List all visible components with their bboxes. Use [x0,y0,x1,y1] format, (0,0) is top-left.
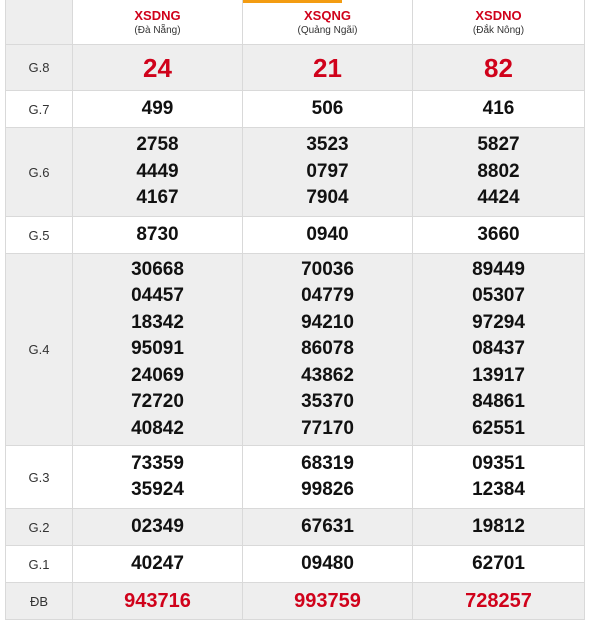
prize-number: 95091 [131,338,184,360]
prize-number: 89449 [472,258,525,280]
prize-row-g4 [6,254,585,446]
prize-number: 12384 [472,479,525,500]
prize-number: 13917 [472,364,525,386]
prize-cell [413,583,585,620]
prize-number: 24069 [131,364,184,386]
prize-cell [413,217,585,254]
prize-cell [243,509,413,546]
prize-cell [243,217,413,254]
prize-cell [73,217,243,254]
prize-cell [73,128,243,217]
prize-cell [73,254,243,446]
prize-number: 4167 [136,187,179,209]
province-code[interactable]: XSDNO [475,7,522,23]
prize-number: 09480 [301,552,354,574]
prize-cell [73,91,243,128]
prize-number: 62551 [472,417,525,439]
prize-number: 35924 [131,479,184,500]
prize-row-g1 [6,546,585,583]
prize-row-g6 [6,128,585,217]
prize-number: 43862 [301,364,354,386]
special-prize-number: 943716 [124,590,191,612]
prize-number: 3523 [306,134,349,156]
prize-label: G.6 [6,128,73,217]
prize-cell [413,254,585,446]
prize-number: 97294 [472,311,525,333]
prize-number: 30668 [131,258,184,280]
prize-row-g5 [6,217,585,254]
prize-number: 506 [311,97,344,119]
prize-number: 8730 [136,223,179,245]
prize-label: G.1 [6,546,73,583]
province-name: (Quảng Ngãi) [297,24,358,36]
prize-number: 40842 [131,417,184,439]
prize-number: 499 [141,97,174,119]
prize-cell [73,509,243,546]
prize-cell [243,45,413,91]
prize-cell [243,583,413,620]
prize-cell [413,446,585,509]
special-prize-number: 993759 [294,590,361,612]
prize-label: G.4 [6,254,73,446]
prize-cell [73,446,243,509]
prize-number: 86078 [301,338,354,360]
province-name: (Đà Nẵng) [134,24,181,36]
prize-number: 73359 [131,452,184,474]
prize-label: G.8 [6,45,73,91]
prize-row-g2 [6,509,585,546]
prize-label: G.3 [6,446,73,509]
prize-cell [243,446,413,509]
prize-number: 0797 [306,160,349,182]
prize-number: 4449 [136,160,179,182]
prize-number: 5827 [477,134,520,156]
prize-cell [243,546,413,583]
special-prize-number: 728257 [465,590,532,612]
prize-label: G.2 [6,509,73,546]
prize-number: 0940 [306,223,349,245]
prize-number: 04457 [131,285,184,307]
prize-number: 82 [484,52,513,83]
prize-cell [413,91,585,128]
prize-number: 08437 [472,338,525,360]
prize-number: 19812 [472,515,525,537]
prize-cell [243,254,413,446]
prize-cell [413,546,585,583]
prize-number: 62701 [472,552,525,574]
header-row [6,0,585,45]
prize-number: 04779 [301,285,354,307]
results-table [5,0,585,620]
prize-label: G.7 [6,91,73,128]
prize-number: 8802 [477,160,520,182]
prize-number: 35370 [301,391,354,413]
province-header-quangngai[interactable] [243,0,413,45]
prize-number: 7904 [306,187,349,209]
prize-cell [73,546,243,583]
prize-number: 09351 [472,452,525,474]
province-header-danang[interactable] [73,0,243,45]
province-code[interactable]: XSQNG [304,7,351,23]
prize-cell [413,509,585,546]
prize-number: 72720 [131,391,184,413]
prize-row-g8 [6,45,585,91]
prize-number: 24 [143,52,172,83]
prize-number: 3660 [477,223,520,245]
prize-cell [73,583,243,620]
prize-row-g3 [6,446,585,509]
prize-row-g7 [6,91,585,128]
prize-cell [413,45,585,91]
prize-number: 99826 [301,479,354,500]
prize-number: 05307 [472,285,525,307]
prize-number: 4424 [477,187,520,209]
prize-cell [73,45,243,91]
prize-row-special [6,583,585,620]
prize-number: 77170 [301,417,354,439]
prize-number: 70036 [301,258,354,280]
header-corner [6,0,73,45]
prize-number: 67631 [301,515,354,537]
prize-label: G.5 [6,217,73,254]
prize-number: 40247 [131,552,184,574]
province-header-daknong[interactable] [413,0,585,45]
prize-label: ĐB [6,583,73,620]
prize-cell [243,128,413,217]
prize-number: 18342 [131,311,184,333]
prize-number: 94210 [301,311,354,333]
province-name: (Đắk Nông) [472,24,525,36]
province-code[interactable]: XSDNG [134,7,181,23]
prize-number: 416 [482,97,515,119]
prize-cell [243,91,413,128]
prize-number: 02349 [131,515,184,537]
prize-number: 84861 [472,391,525,413]
prize-number: 2758 [136,134,179,156]
prize-number: 21 [313,52,342,83]
prize-number: 68319 [301,452,354,474]
prize-cell [413,128,585,217]
